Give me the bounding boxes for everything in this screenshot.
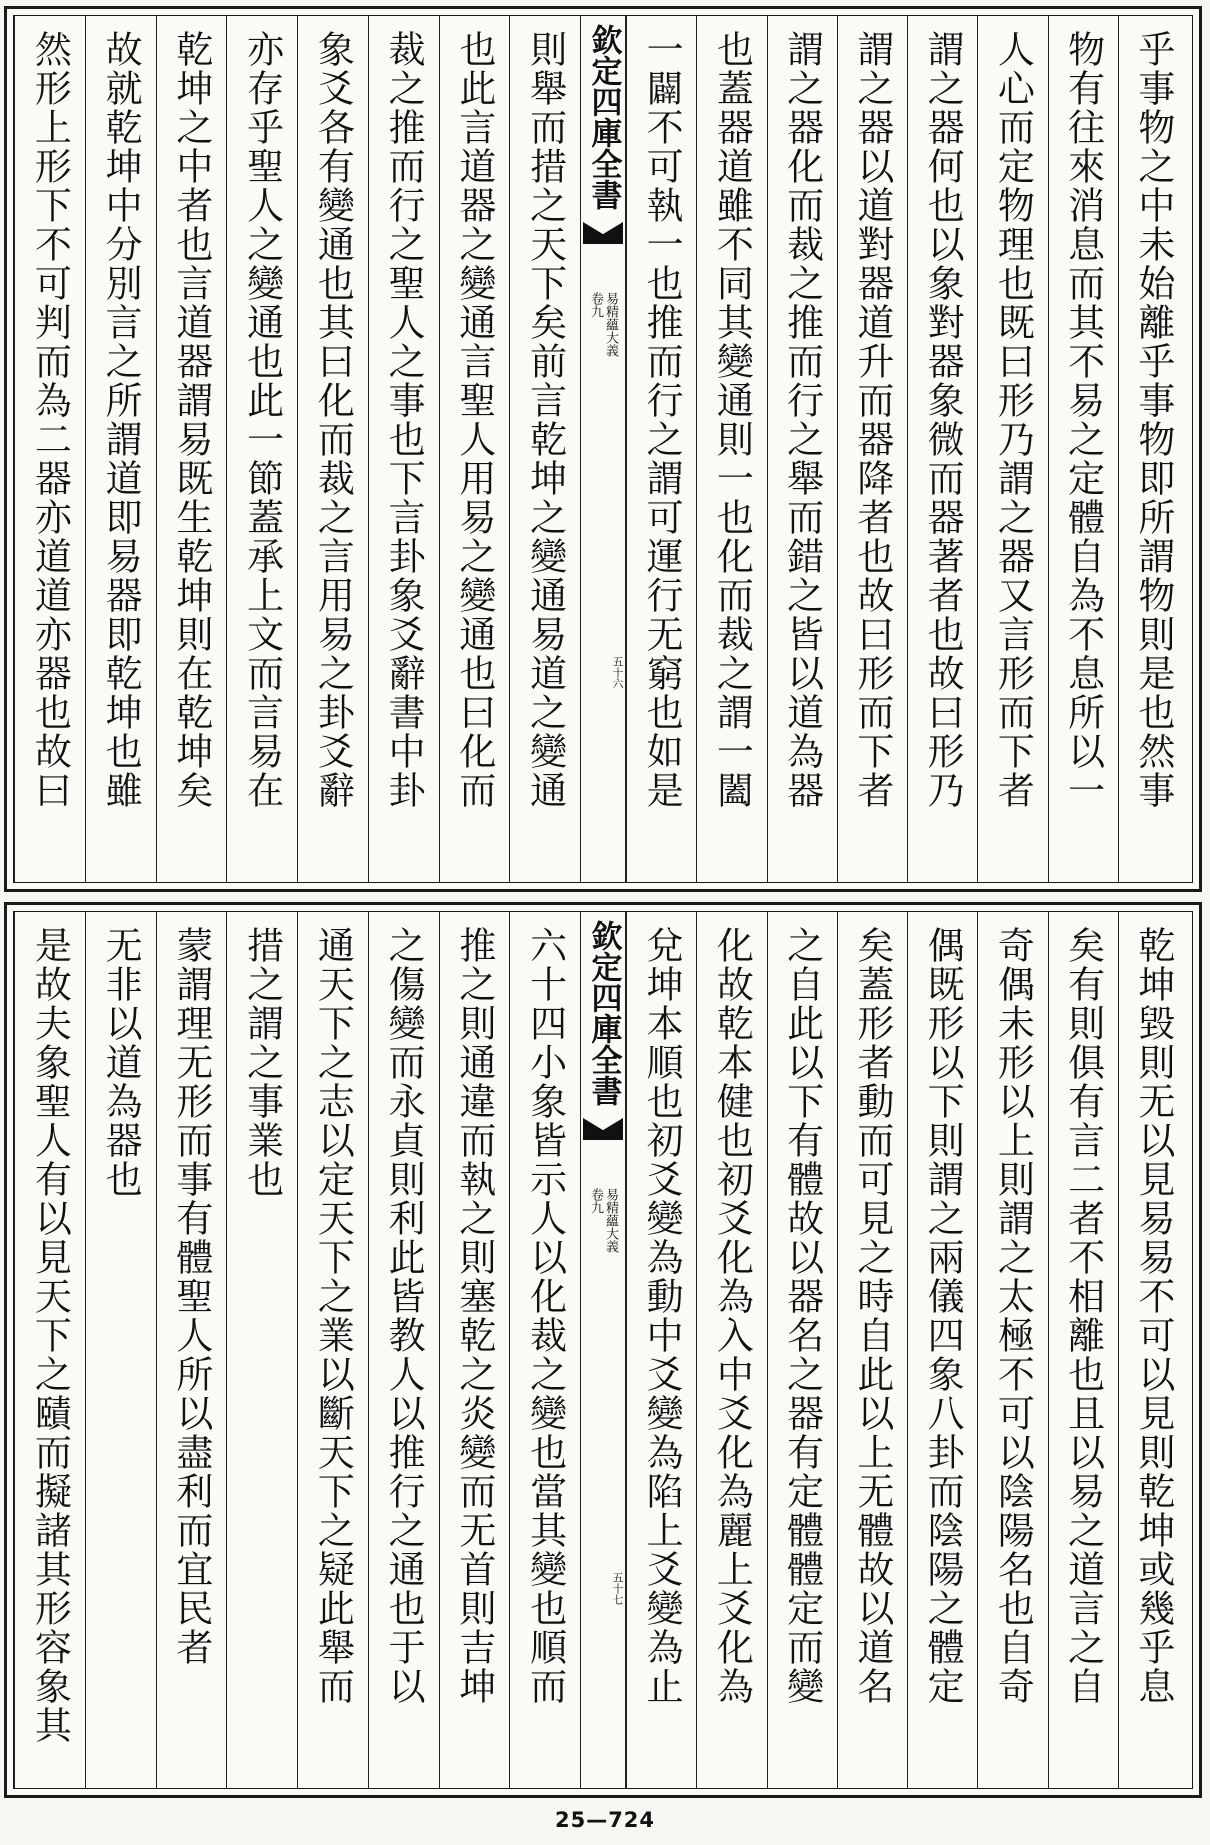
- text-column-content: 通天下之志以定天下之業以斷天下之疑此舉而: [311, 926, 355, 1706]
- text-column-content: 然形上形下不可判而為二器亦道道亦器也故曰: [28, 30, 72, 810]
- text-column-content: 偶既形以下則謂之兩儀四象八卦而陰陽之體定: [921, 926, 965, 1706]
- text-column-content: 故就乾坤中分別言之所謂道即易器即乾坤也雖: [99, 30, 143, 810]
- top-page: [4, 6, 1202, 892]
- text-column-content: 謂之器何也以象對器象微而器著者也故曰形乃: [921, 30, 965, 810]
- text-column: [297, 912, 368, 1788]
- text-column-content: 物有往來消息而其不易之定體自為不息所以一: [1061, 30, 1105, 810]
- text-column: [156, 16, 227, 882]
- text-column-content: 乎事物之中未始離乎事物即所謂物則是也然事: [1131, 30, 1175, 810]
- top-page-gutter: [580, 16, 626, 882]
- text-column: [626, 16, 696, 882]
- text-column-content: 也此言道器之變通言聖人用易之變通也曰化而: [452, 30, 496, 810]
- book-title: 易精蘊大義: [603, 292, 618, 357]
- fish-tail-ornament-icon: [583, 222, 623, 244]
- text-column: [156, 912, 227, 1788]
- text-column-content: 之自此以下有體故以器名之器有定體體定而變: [780, 926, 824, 1706]
- text-column-content: 謂之器以道對器道升而器降者也故曰形而下者: [850, 30, 894, 810]
- text-column: [368, 16, 439, 882]
- leaf-number: 五十七: [611, 1572, 624, 1605]
- text-column: [837, 912, 907, 1788]
- text-column-content: 一闢不可執一也推而行之謂可運行无窮也如是: [640, 30, 684, 810]
- text-column-content: 謂之器化而裁之推而行之舉而錯之皆以道為器: [780, 30, 824, 810]
- text-column-content: 六十四小象皆示人以化裁之變也當其變也順而: [523, 926, 567, 1706]
- text-column: [439, 16, 510, 882]
- top-page-frame: [13, 15, 1193, 883]
- text-column: [1118, 912, 1188, 1788]
- text-column: [767, 912, 837, 1788]
- book-title: 易精蘊大義: [603, 1188, 618, 1253]
- text-column-content: 措之謂之事業也: [240, 926, 284, 1199]
- text-column-content: 乾坤毀則无以見易易不可以見則乾坤或幾乎息: [1131, 926, 1175, 1706]
- text-column: [907, 912, 977, 1788]
- text-column: [977, 912, 1047, 1788]
- page-footer-number: 25—724: [554, 1808, 656, 1832]
- text-column-content: 象爻各有變通也其曰化而裁之言用易之卦爻辭: [311, 30, 355, 810]
- text-column: [439, 912, 510, 1788]
- text-column: [696, 16, 766, 882]
- library-title: 欽定四庫全書: [585, 24, 622, 210]
- text-column-content: 矣有則俱有言二者不相離也且以易之道言之自: [1061, 926, 1105, 1706]
- text-column-content: 蒙謂理无形而事有體聖人所以盡利而宜民者: [169, 926, 213, 1667]
- text-column: [1118, 16, 1188, 882]
- text-column-content: 乾坤之中者也言道器謂易既生乾坤則在乾坤矣: [169, 30, 213, 810]
- text-column-content: 也蓋器道雖不同其變通則一也化而裁之謂一闔: [710, 30, 754, 810]
- volume-number: 卷九: [588, 292, 603, 318]
- library-title: 欽定四庫全書: [585, 920, 622, 1106]
- text-column: [14, 912, 85, 1788]
- bottom-page-gutter: [580, 912, 626, 1788]
- text-column: [977, 16, 1047, 882]
- text-column: [85, 912, 156, 1788]
- bottom-page: [4, 902, 1202, 1798]
- text-column: [509, 16, 580, 882]
- text-column-content: 化故乾本健也初爻化為入中爻化為麗上爻化為: [710, 926, 754, 1706]
- text-column: [509, 912, 580, 1788]
- text-column: [907, 16, 977, 882]
- text-column: [297, 16, 368, 882]
- text-column-content: 兌坤本順也初爻變為動中爻變為陷上爻變為止: [640, 926, 684, 1706]
- text-column: [1048, 16, 1118, 882]
- text-column: [1048, 912, 1118, 1788]
- text-column: [85, 16, 156, 882]
- text-column-content: 裁之推而行之聖人之事也下言卦象爻辭書中卦: [382, 30, 426, 810]
- text-column-content: 則舉而措之天下矣前言乾坤之變通易道之變通: [523, 30, 567, 810]
- text-column: [368, 912, 439, 1788]
- text-column-content: 奇偶未形以上則謂之太極不可以陰陽名也自奇: [991, 926, 1035, 1706]
- text-column-content: 是故夫象聖人有以見天下之賾而擬諸其形容象其: [28, 926, 72, 1745]
- leaf-number: 五十六: [611, 656, 624, 689]
- text-column-content: 亦存乎聖人之變通也此一節蓋承上文而言易在: [240, 30, 284, 810]
- gutter-meta: [589, 292, 617, 357]
- volume-number: 卷九: [588, 1188, 603, 1214]
- fish-tail-ornament-icon: [583, 1118, 623, 1140]
- text-column: [226, 16, 297, 882]
- text-column-content: 人心而定物理也既曰形乃謂之器又言形而下者: [991, 30, 1035, 810]
- text-column: [226, 912, 297, 1788]
- text-column-content: 矣蓋形者動而可見之時自此以上无體故以道名: [850, 926, 894, 1706]
- text-column-content: 之傷變而永貞則利此皆教人以推行之通也于以: [382, 926, 426, 1706]
- text-column: [696, 912, 766, 1788]
- bottom-page-frame: [13, 911, 1193, 1789]
- text-column: [14, 16, 85, 882]
- text-column: [626, 912, 696, 1788]
- text-column-content: 无非以道為器也: [99, 926, 143, 1199]
- text-column: [837, 16, 907, 882]
- text-column-content: 推之則通違而執之則塞乾之炎變而无首則吉坤: [452, 926, 496, 1706]
- text-column: [767, 16, 837, 882]
- gutter-meta: [589, 1188, 617, 1253]
